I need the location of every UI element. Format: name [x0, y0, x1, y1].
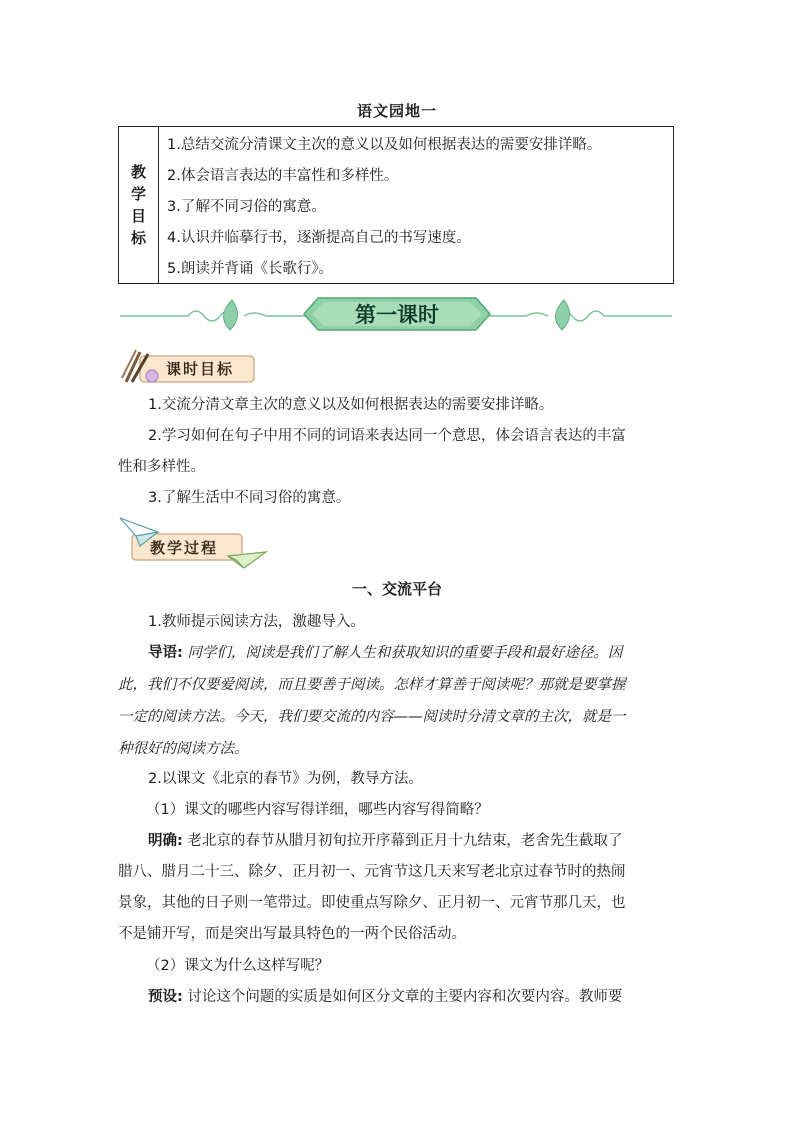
right-vine-ornament	[474, 311, 672, 321]
clear-text: 老北京的春节从腊月初旬拉开序幕到正月十九结束，老舍先生截取了	[182, 833, 623, 849]
banner-title: 第一课时	[355, 303, 439, 327]
goals-label-char: 学	[130, 185, 146, 203]
doc-title: 语文园地一	[356, 102, 437, 120]
goals-label-char: 目	[130, 207, 146, 225]
goals-label-char: 教	[130, 163, 146, 181]
preset-lead: 预设:	[148, 989, 183, 1005]
lesson-goal-2: 2.学习如何在句子中用不同的词语来表达同一个意思，体会语言表达的丰富	[148, 428, 626, 444]
lesson-goal-1: 1.交流分清文章主次的意义以及如何根据表达的需要安排详略。	[148, 397, 554, 413]
preset-paragraph	[118, 982, 678, 1013]
teaching-process-tag	[118, 516, 268, 570]
goals-list	[159, 127, 673, 283]
guide-text: 同学们，阅读是我们了解人生和获取知识的重要手段和最好途径。因	[182, 645, 623, 661]
goals-label-cell	[119, 127, 159, 283]
section-title: 一、交流平台	[351, 580, 442, 598]
guide-paragraph	[118, 638, 678, 669]
question-1: （1）课文的哪些内容写得详细，哪些内容写得简略？	[146, 802, 489, 818]
goal-item: 4.认识并临摹行书，逐渐提高自己的书写速度。	[167, 230, 471, 246]
lesson-banner	[118, 292, 674, 336]
clear-lead: 明确:	[148, 833, 183, 849]
goal-item: 1.总结交流分清课文主次的意义以及如何根据表达的需要安排详略。	[167, 137, 602, 153]
guide-text: 此，我们不仅要爱阅读，而且要善于阅读。怎样才算善于阅读呢？那就是要掌握	[118, 677, 626, 693]
step-2: 2.以课文《北京的春节》为例，教导方法。	[148, 771, 423, 787]
goal-item: 3.了解不同习俗的寓意。	[167, 199, 326, 215]
leaf-icon	[223, 300, 237, 330]
lesson-goal-3: 3.了解生活中不同习俗的寓意。	[148, 490, 351, 506]
clear-text: 景象，其他的日子则一笔带过。即使重点写除夕、正月初一、元宵节那几天，也	[118, 895, 626, 911]
guide-text: 一定的阅读方法。今天，我们要交流的内容——阅读时分清文章的主次，就是一	[118, 709, 626, 725]
goal-item: 5.朗读并背诵《长歌行》。	[167, 261, 334, 277]
lesson-goals-tag-label: 课时目标	[166, 360, 235, 378]
guide-lead: 导语:	[148, 645, 183, 661]
goal-item: 2.体会语言表达的丰富性和多样性。	[167, 168, 399, 184]
left-vine-ornament	[120, 311, 318, 321]
clear-paragraph	[118, 826, 678, 857]
clear-text: 腊八、腊月二十三、除夕、正月初一、元宵节这几天来写老北京过春节时的热闹	[118, 864, 626, 880]
goals-label-char: 标	[130, 229, 146, 247]
clear-text: 不是铺开写，而是突出写最具特色的一两个民俗活动。	[118, 926, 466, 942]
step-1: 1.教师提示阅读方法，激趣导入。	[148, 614, 365, 630]
question-2: （2）课文为什么这样写呢？	[146, 958, 330, 974]
teaching-process-tag-label: 教学过程	[150, 539, 219, 557]
teaching-goals-table	[118, 126, 674, 284]
lesson-goals-tag	[118, 348, 258, 388]
preset-text: 讨论这个问题的实质是如何区分文章的主要内容和次要内容。教师要	[182, 989, 623, 1005]
lesson-goal-2-cont: 性和多样性。	[118, 459, 205, 475]
leaf-icon	[555, 300, 569, 330]
guide-text: 种很好的阅读方法。	[118, 741, 249, 757]
